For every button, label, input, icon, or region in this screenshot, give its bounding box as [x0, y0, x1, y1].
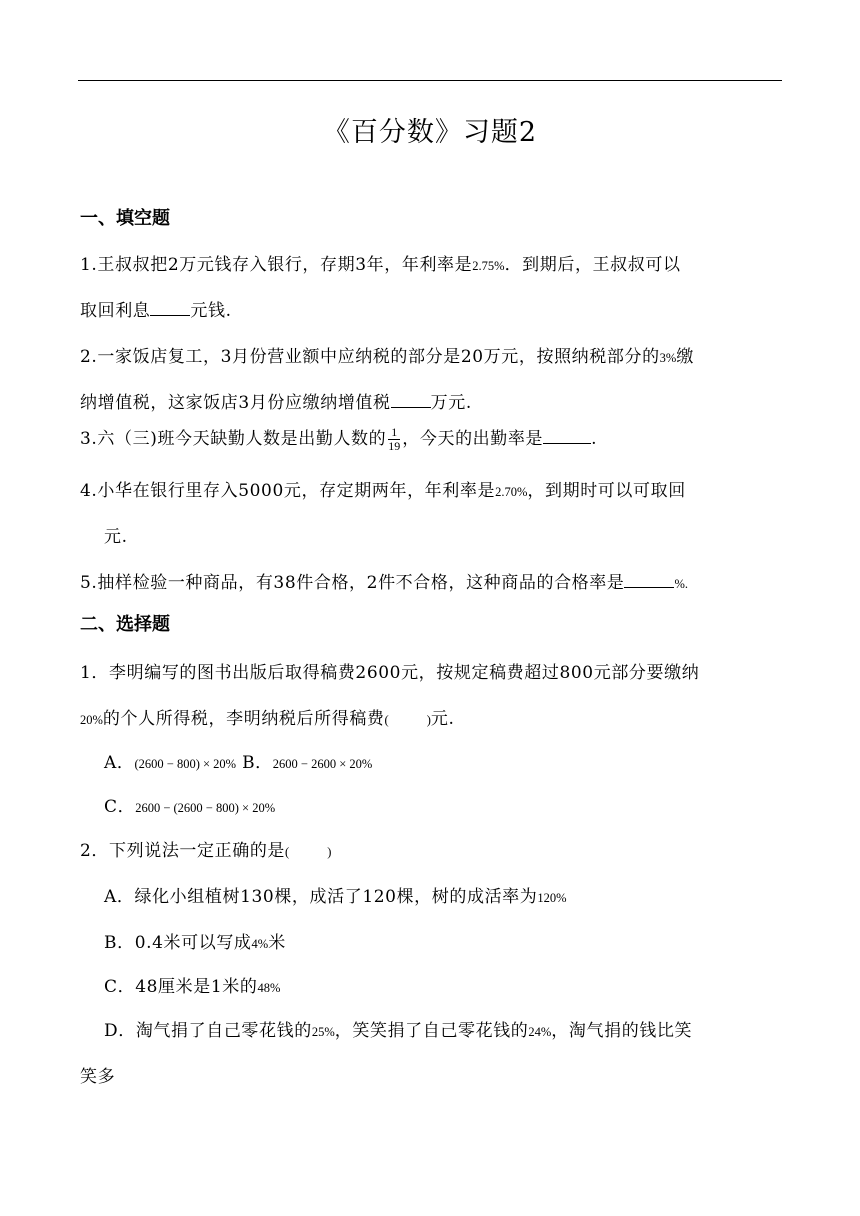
answer-blank[interactable] — [624, 573, 674, 588]
choice-1-option-c — [104, 792, 809, 817]
rate-value: 2.75% — [472, 259, 505, 273]
answer-blank[interactable] — [150, 301, 190, 316]
header-rule — [78, 80, 782, 81]
choice-question-1-line-1: 1．李明编写的图书出版后取得稿费2600元，按规定稿费超过800元部分要缴纳 — [80, 663, 700, 683]
choice-2-option-d-line-2[interactable]: 笑多 — [80, 1067, 116, 1087]
choice-1-options-ab — [104, 748, 809, 773]
choice-2-option-a[interactable]: A．绿化小组植树130棵，成活了120棵，树的成活率为120% — [104, 887, 567, 907]
option-a-expression[interactable]: (2600 − 800) × 20% — [134, 757, 237, 771]
fraction: $\frac{1}{19}$ — [388, 425, 401, 453]
choice-2-option-b[interactable]: B．0.4米可以写成4%米 — [104, 933, 286, 953]
option-c-expression[interactable]: 2600 − (2600 − 800) × 20% — [135, 801, 276, 815]
page-title: 《百分数》习题2 — [322, 117, 538, 148]
choice-question-2: 2．下列说法一定正确的是( ) — [80, 841, 332, 861]
rate-value: 2.70% — [495, 485, 528, 499]
question-4-line-2: 元. — [104, 527, 128, 547]
choice-2-option-d-line-1[interactable]: D．淘气捐了自己零花钱的25%，笑笑捐了自己零花钱的24%，淘气捐的钱比笑 — [104, 1021, 693, 1041]
section-heading-fill-blank: 一、填空题 — [80, 208, 170, 229]
question-3: 3.六（三)班今天缺勤人数是出勤人数的 $\frac{1}{19}$ ，今天的出勤率是 . — [80, 425, 598, 453]
question-4-line-1: 4.小华在银行里存入5000元，存定期两年，年利率是2.70%，到期时可以可取回 — [80, 481, 686, 501]
option-b-label[interactable]: B． — [242, 753, 273, 773]
question-1-line-1: 1.王叔叔把2万元钱存入银行，存期3年，年利率是2.75%．到期后，王叔叔可以 — [80, 255, 681, 275]
rate-value: 20% — [80, 713, 103, 727]
option-a-label[interactable]: A． — [104, 753, 135, 773]
answer-blank[interactable] — [543, 429, 591, 444]
option-b-expression[interactable]: 2600 − 2600 × 20% — [272, 757, 373, 771]
choice-2-option-c[interactable]: C．48厘米是1米的48% — [104, 977, 281, 997]
question-2-line-1: 2.一家饭店复工，3月份营业额中应纳税的部分是20万元，按照纳税部分的3%缴 — [80, 347, 694, 367]
rate-value: 3% — [659, 351, 677, 365]
option-c-label[interactable]: C． — [104, 797, 136, 817]
question-1-line-2: 取回利息 元钱. — [80, 301, 232, 321]
answer-blank[interactable] — [391, 393, 431, 408]
question-2-line-2: 纳增值税，这家饭店3月份应缴纳增值税 万元. — [80, 393, 472, 413]
section-heading-multiple-choice: 二、选择题 — [80, 614, 170, 635]
question-5: 5.抽样检验一种商品，有38件合格，2件不合格，这种商品的合格率是 %. — [80, 573, 689, 593]
choice-question-1-line-2: 20%的个人所得税，李明纳税后所得稿费( )元. — [80, 709, 455, 729]
